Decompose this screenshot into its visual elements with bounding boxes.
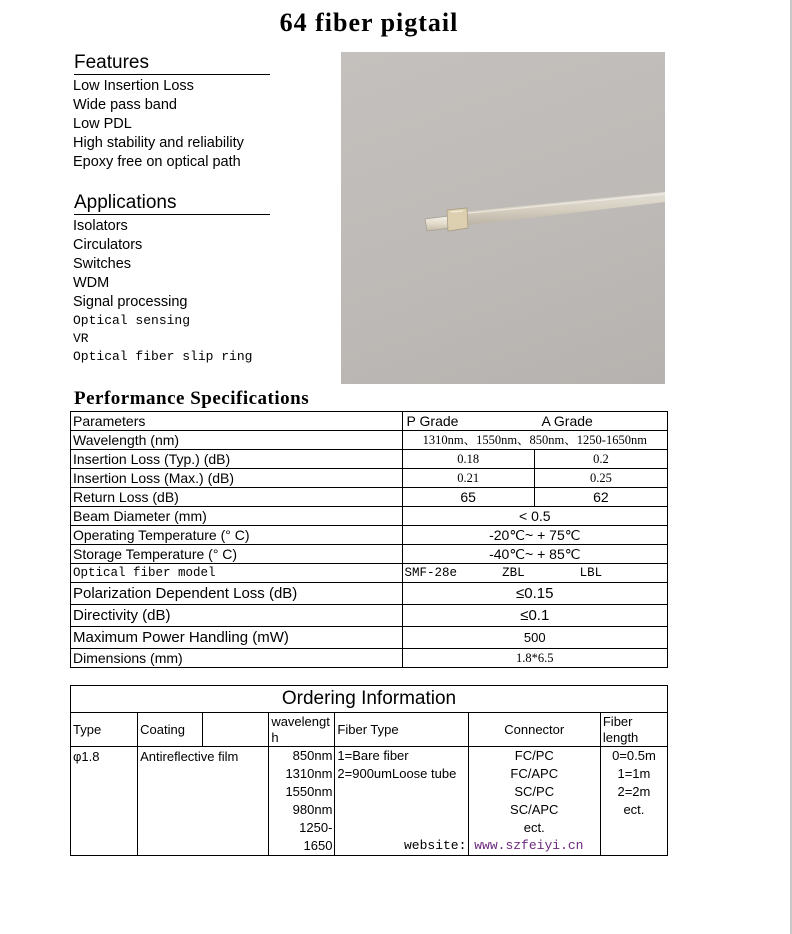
table-row [71,412,668,431]
fiber-length-cell [600,747,667,856]
list-item: 0=0.5m [612,748,656,763]
param-value [402,564,667,583]
list-item: Low Insertion Loss [73,78,194,94]
param-label: Insertion Loss (Max.) (dB) [71,469,403,488]
table-row [71,450,668,469]
list-item: VR [73,331,89,346]
param-label: Storage Temperature (° C) [71,545,403,564]
param-label: Wavelength (nm) [71,431,403,450]
param-value: 62 [534,488,667,507]
param-value: 500 [402,627,667,649]
list-item: High stability and reliability [73,135,244,151]
list-item: Switches [73,256,132,272]
list-item: Optical sensing [73,313,191,328]
features-list [73,77,244,172]
param-value: < 0.5 [402,507,667,526]
p-grade-label: P Grade [406,413,459,429]
param-label: Maximum Power Handling (mW) [71,627,403,649]
fiber-model-value: ZBL [502,566,525,580]
param-value: -40℃~ + 85℃ [402,545,667,564]
param-value: 0.18 [402,450,534,469]
page-title: 64 fiber pigtail [279,8,459,37]
website-label: website: [404,838,467,853]
list-item: 2=2m [617,784,651,799]
table-row [71,431,668,450]
table-row [71,605,668,627]
list-item: 850nm [292,748,333,763]
column-header-empty [203,713,269,747]
header-cell: Parameters [71,412,403,431]
param-value: 65 [402,488,534,507]
table-row [71,488,668,507]
param-label: Directivity (dB) [71,605,403,627]
list-item: Isolators [73,218,128,234]
list-item: FC/APC [510,766,559,781]
list-item: 1310nm [285,766,333,781]
param-value: ≤0.1 [402,605,667,627]
param-value: 1.8*6.5 [402,649,667,668]
applications-list [73,217,252,366]
list-item: 980nm [292,802,333,817]
table-row [71,469,668,488]
website-line [404,838,583,853]
list-item: FC/PC [514,748,554,763]
list-item: SC/APC [510,802,559,817]
param-value: 0.21 [402,469,534,488]
table-row [71,526,668,545]
list-item: 1550nm [285,784,333,799]
fiber-pigtail-image [341,52,665,384]
list-item: Circulators [73,237,143,253]
table-row [71,649,668,668]
param-value: ≤0.15 [402,583,667,605]
column-header: wavelength [269,713,335,747]
table-header-row [71,713,668,747]
table-row [71,545,668,564]
list-item: 2=900umLoose tube [337,766,457,781]
list-item: ect. [523,820,545,835]
list-item: Signal processing [73,294,188,310]
param-label: Beam Diameter (mm) [71,507,403,526]
column-header: Type [71,713,138,747]
list-item: SC/PC [514,784,555,799]
performance-table [70,411,668,668]
table-row [71,627,668,649]
fiber-model-value: SMF-28e [404,566,458,580]
coating-cell: Antireflective film [138,747,269,856]
table-row [71,686,668,713]
list-item: 1250-1650 [299,820,333,853]
header-cell [402,412,667,431]
fiber-model-value: LBL [579,566,603,580]
list-item: 1=1m [617,766,651,781]
performance-heading: Performance Specifications [74,388,310,409]
type-cell: φ1.8 [71,747,138,856]
list-item: WDM [73,275,110,291]
param-value: 0.2 [534,450,667,469]
website-link[interactable]: www.szfeiyi.cn [474,838,584,853]
param-label: Polarization Dependent Loss (dB) [71,583,403,605]
param-label: Optical fiber model [71,564,403,583]
param-value: -20℃~ + 75℃ [402,526,667,545]
table-row [71,507,668,526]
column-header: Connector [468,713,600,747]
applications-heading: Applications [74,192,270,215]
list-item: ect. [623,802,645,817]
param-value: 0.25 [534,469,667,488]
product-photo [341,52,665,384]
param-label: Dimensions (mm) [71,649,403,668]
column-header: Coating [138,713,203,747]
list-item: Wide pass band [73,97,177,113]
param-label: Operating Temperature (° C) [71,526,403,545]
wavelength-cell [269,747,335,856]
column-header: Fiber length [600,713,667,747]
table-row [71,583,668,605]
param-label: Return Loss (dB) [71,488,403,507]
list-item: 1=Bare fiber [337,748,409,763]
features-heading: Features [74,52,270,75]
column-header: Fiber Type [335,713,468,747]
ordering-heading: Ordering Information [71,686,668,713]
list-item: Low PDL [73,116,132,132]
param-value: 1310nm、1550nm、850nm、1250-1650nm [402,431,667,450]
table-row [71,564,668,583]
ordering-table [70,685,668,856]
a-grade-label: A Grade [541,413,593,429]
param-label: Insertion Loss (Typ.) (dB) [71,450,403,469]
list-item: Epoxy free on optical path [73,154,241,170]
list-item: Optical fiber slip ring [73,349,253,364]
